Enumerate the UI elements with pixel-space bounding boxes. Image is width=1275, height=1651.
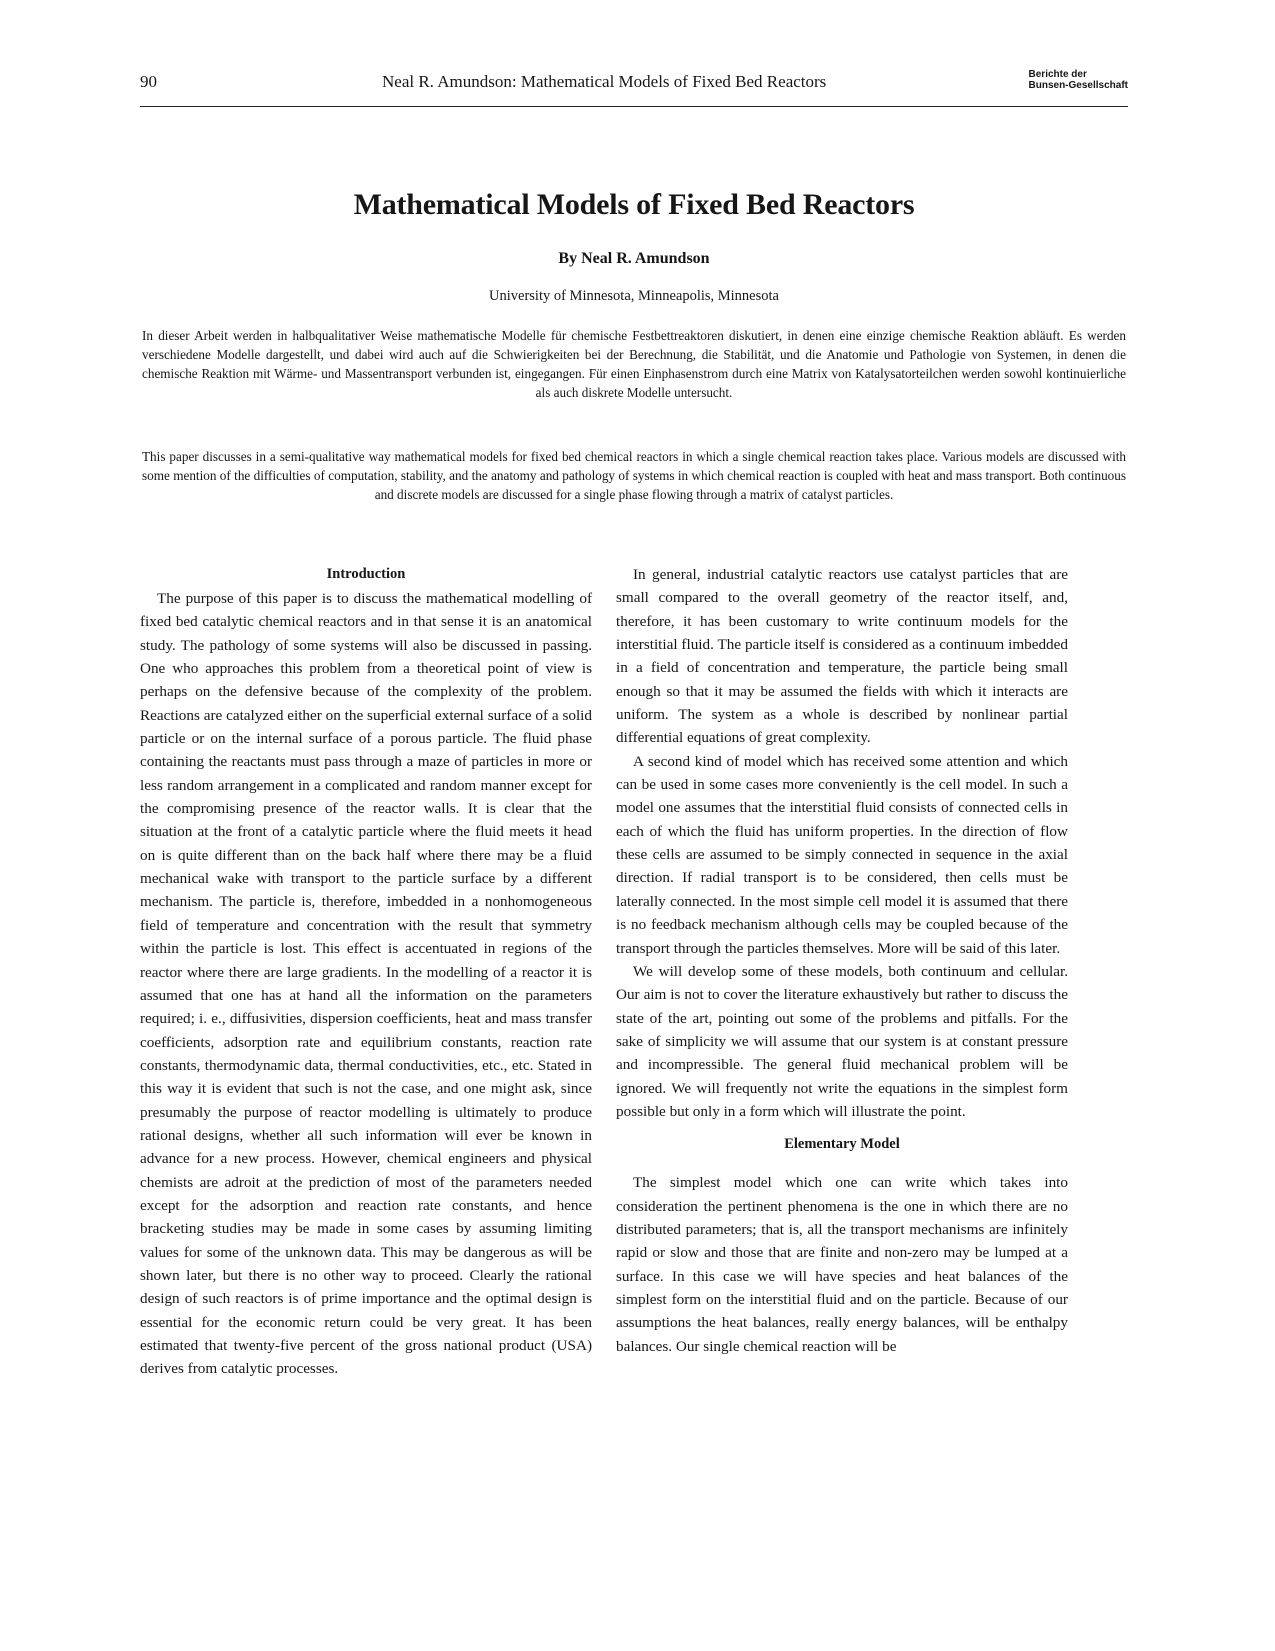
author-affiliation: University of Minnesota, Minneapolis, Minnesota (489, 288, 779, 304)
page-number: 90 (140, 72, 157, 91)
left-column (140, 563, 592, 1381)
journal-name-line1: Berichte der (1028, 69, 1087, 80)
right-column (616, 563, 1068, 1358)
journal-name-line2: Bunsen-Gesellschaft (1028, 80, 1128, 91)
body-paragraph: The purpose of this paper is to discuss the mathematical modelling of fixed bed catalytic chemical reactors and in that sense it is an anatomical study. The pathology of some systems will also be discussed in passing. One who approaches this problem from a theoretical point of view is perhaps on the defensive because of the complexity of the problem. Reactions are catalyzed either on the superficial external surface of a solid particle or on the internal surface of a porous particle. The fluid phase containing the reactants must pass through a maze of particles in more or less random arrangement in a complicated and random manner except for the compromising presence of the reactor walls. It is clear that the situation at the front of a catalytic particle where the fluid meets it head on is quite different than on the back half where there may be a fluid mechanical wake with transport to the particle surface by a different mechanism. The particle is, therefore, imbedded in a nonhomogeneous field of temperature and concentration with the result that symmetry within the particle is lost. This effect is accentuated in regions of the reactor where there are large gradients. In the modelling of a reactor it is assumed that one has at hand all the information on the parameters required; i. e., diffusivities, dispersion coefficients, heat and mass transfer coefficients, adsorption rate and equilibrium constants, reaction rate constants, thermodynamic data, thermal conductivities, etc., etc. Stated in this way it is evident that such is not the case, and one might ask, since presumably the purpose of reactor modelling is ultimately to produce rational designs, whether all such information will ever be known in advance for a new process. However, chemical engineers and physical chemists are adroit at the prediction of most of the parameters needed except for the adsorption and reaction rate constants, and hence bracketing studies may be made in some cases by assuming limiting values for some of the unknown data. This may be dangerous as will be shown later, but there is no other way to proceed. Clearly the rational design of such reactors is of prime importance and the optimal design is essential for the economic return could be very great. It has been estimated that twenty-five percent of the gross national product (USA) derives from catalytic processes. (140, 590, 592, 1378)
article-title: Mathematical Models of Fixed Bed Reactors (353, 188, 915, 221)
body-paragraph: A second kind of model which has received some attention and which can be used in some cases more conveniently is the cell model. In such a model one assumes that the interstitial fluid consists of connected cells in each of which the fluid has uniform properties. In the direction of flow these cells are assumed to be simply connected in sequence in the axial direction. If radial transport is to be considered, then cells must be laterally connected. In the most simple cell model it is assumed that there is no feedback mechanism although cells may be coupled because of the transport through the particles themselves. More will be said of this later. (616, 752, 1068, 957)
author-byline: By Neal R. Amundson (558, 250, 710, 267)
journal-name (1029, 69, 1128, 91)
running-title: Neal R. Amundson: Mathematical Models of Fixed Bed Reactors (382, 72, 827, 91)
section-heading-introduction: Introduction (326, 566, 406, 582)
page-header (140, 66, 1128, 107)
body-paragraph: The simplest model which one can write which takes into consideration the pertinent phenomena is the one in which there are no distributed parameters; that is, all the transport mechanisms are infinitely rapid or slow and those that are finite and non-zero may be lumped at a surface. In this case we will have species and heat balances of the simplest form on the interstitial fluid and on the particle. Because of our assumptions the heat balances, really energy balances, will be enthalpy balances. Our single chemical reaction will be (616, 1174, 1068, 1355)
body-paragraph: We will develop some of these models, both continuum and cellular. Our aim is not to cover the literature exhaustively but rather to discuss the state of the art, pointing out some of the problems and pitfalls. For the sake of simplicity we will assume that our system is at constant pressure and incompressible. The general fluid mechanical problem will be ignored. We will frequently not write the equations in the simplest form possible but only in a form which will illustrate the point. (616, 962, 1068, 1120)
section-heading-elementary-model: Elementary Model (784, 1136, 900, 1153)
abstract-english: This paper discusses in a semi-qualitative way mathematical models for fixed bed chemical reactors in which a single chemical reaction takes place. Various models are discussed with some mention of the difficulties of computation, stability, and the anatomy and pathology of systems in which chemical reaction is coupled with heat and mass transport. Both continuous and discrete models are discussed for a single phase flowing through a matrix of catalyst particles. (142, 449, 1126, 502)
body-paragraph: In general, industrial catalytic reactors use catalyst particles that are small compared to the overall geometry of the reactor itself, and, therefore, it has been customary to write continuum models for the interstitial fluid. The particle itself is considered as a continuum imbedded in a field of concentration and temperature, the particle being small enough so that it may be assumed the fields with which it interacts are uniform. The system as a whole is described by nonlinear partial differential equations of great complexity. (616, 566, 1068, 747)
abstract-german: In dieser Arbeit werden in halbqualitativer Weise mathematische Modelle für chemische Festbettreaktoren diskutiert, in denen eine einzige chemische Reaktion abläuft. Es werden verschiedene Modelle dargestellt, und dabei wird auch auf die Schwierigkeiten bei der Berechnung, die Stabilität, und die Anatomie und Pathologie von Systemen, in denen die chemische Reaktion mit Wärme- und Massentransport verbunden ist, eingegangen. Für einen Einphasenstrom durch eine Matrix von Katalysatorteilchen werden sowohl kontinuierliche als auch diskrete Modelle untersucht. (142, 328, 1126, 400)
